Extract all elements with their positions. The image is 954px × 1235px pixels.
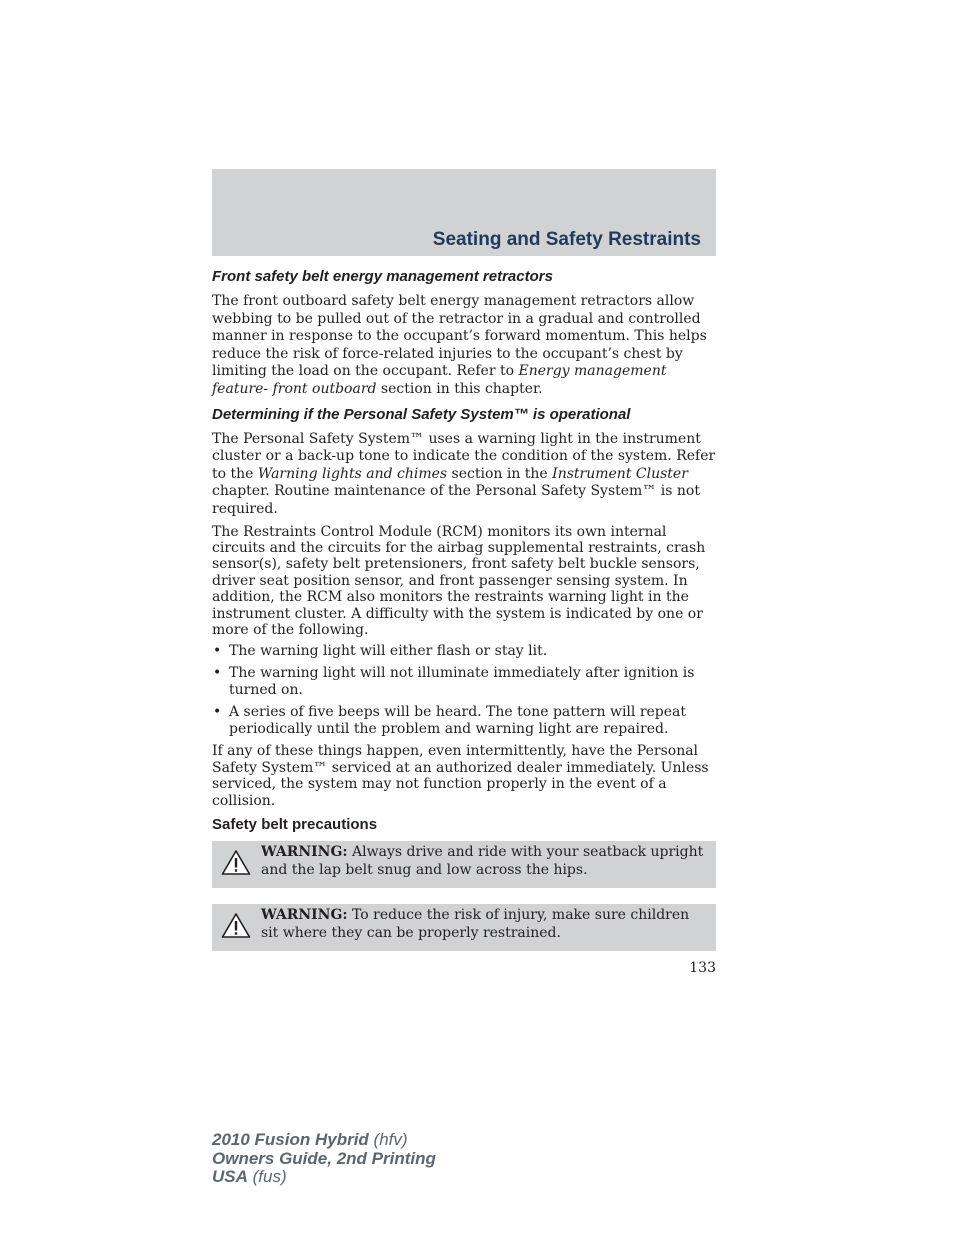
heading-retractors: Front safety belt energy management retractors — [212, 268, 553, 285]
warning-text: Always drive and ride with your seatback upright and the lap belt snug and low across the hips. — [261, 844, 704, 878]
warning-label: WARNING: — [261, 907, 348, 923]
page-content — [212, 266, 716, 951]
paragraph-operational-2: The Restraints Control Module (RCM) monitors its own internal circuits and the circuits for the airbag supplemental restraints, crash sensor(s), safety belt pretensioners, front safety belt buckle sensors, driver seat position sensor, and front passenger sensing system. In addition, the RCM also monitors the restraints warning light in the instrument cluster. A difficulty with the system is indicated by one or more of the following. — [212, 523, 706, 638]
warning-box — [212, 841, 716, 888]
paragraph-retractors: The front outboard safety belt energy management retractors allow webbing to be pulled out of the retractor in a gradual and controlled manner in response to the occupant’s forward momentum. This helps reduce the risk of force-related injuries to the occupant’s chest by limiting the load on the occupant. Refer to Energy management feature- front outboard section in this chapter. — [212, 293, 707, 397]
warning-label: WARNING: — [261, 844, 348, 860]
list-item: • The warning light will either flash or stay lit. — [212, 643, 716, 660]
header-band — [212, 169, 716, 256]
heading-precautions: Safety belt precautions — [212, 816, 378, 833]
paragraph-operational-3: If any of these things happen, even intermittently, have the Personal Safety System™ serviced at an authorized dealer immediately. Unless serviced, the system may not function properly in the event of a collision. — [212, 743, 709, 809]
warning-triangle-icon — [221, 912, 251, 939]
footer-imprint: 2010 Fusion Hybrid (hfv) Owners Guide, 2nd Printing USA (fus) — [212, 1130, 436, 1187]
list-item: • A series of five beeps will be heard. The tone pattern will repeat periodically until the problem and warning light are repaired. — [212, 704, 716, 738]
list-item: • The warning light will not illuminate immediately after ignition is turned on. — [212, 665, 716, 699]
page-number: 133 — [689, 960, 716, 976]
warning-box — [212, 904, 716, 951]
paragraph-operational-1: The Personal Safety System™ uses a warning light in the instrument cluster or a back-up tone to indicate the condition of the system. Refer to the Warning lights and chimes section in the Instrument Cluster chapter. Routine maintenance of the Personal Safety System™ is not required. — [212, 430, 716, 517]
warning-text: To reduce the risk of injury, make sure children sit where they can be properly restrained. — [261, 907, 690, 941]
heading-operational: Determining if the Personal Safety System™ is operational — [212, 405, 631, 423]
warning-triangle-icon — [221, 849, 251, 876]
reference-energy-management: Energy management feature- front outboard — [212, 363, 667, 397]
reference-instrument-cluster: Instrument Cluster — [552, 465, 688, 482]
reference-warning-lights: Warning lights and chimes — [257, 465, 448, 482]
chapter-title: Seating and Safety Restraints — [432, 229, 701, 250]
bullet-list — [212, 643, 716, 738]
